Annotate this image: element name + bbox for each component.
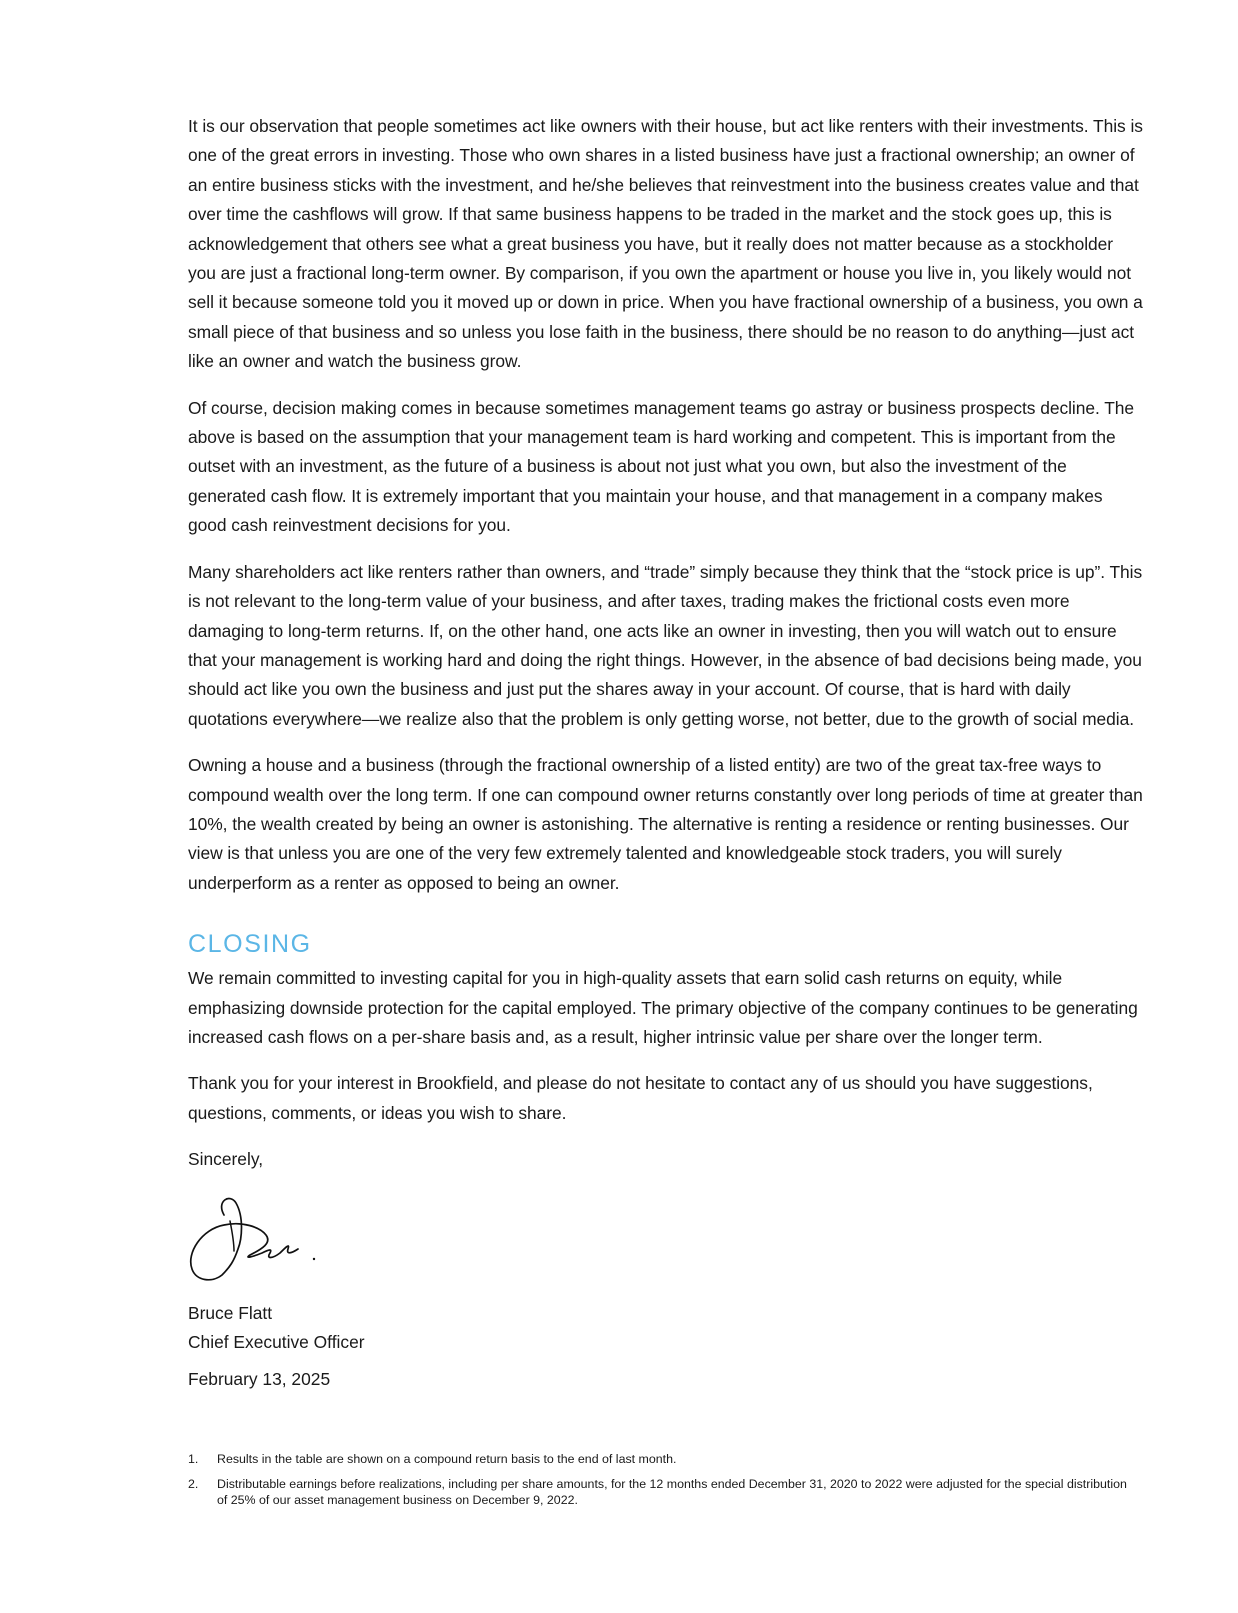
footnotes (188, 1451, 1138, 1517)
handwritten-signature (186, 1181, 336, 1285)
footnote-text: Results in the table are shown on a compound return basis to the end of last month. (217, 1452, 677, 1466)
signoff: Sincerely, (188, 1149, 264, 1170)
footnote-number: 1. (188, 1452, 199, 1466)
body-paragraph: Many shareholders act like renters rather than owners, and “trade” simply because they think that the “stock price is up”. This is not relevant to the long-term value of your business, and after taxes, trading makes the frictional costs even more damaging to long-term returns. If, on the other hand, one acts like an owner in investing, then you will watch out to ensure that your management is working hard and doing the right things. However, in the absence of bad decisions being made, you should act like you own the business and just put the shares away in your account. Of course, that is hard with daily quotations everywhere—we realize also that the problem is only getting worse, not better, due to the growth of social media. (188, 561, 1143, 729)
signer-title: Chief Executive Officer (188, 1332, 365, 1352)
footnote-text: Distributable earnings before realizations, including per share amounts, for the 12 months ended December 31, 2020 to 2022 were adjusted for the special distribution of 25% of our asset management business on December 9, 2022. (217, 1476, 1127, 1507)
body-paragraph: It is our observation that people sometimes act like owners with their house, but act like renters with their investments. This is one of the great errors in investing. Those who own shares in a listed business have just a fractional ownership; an owner of an entire business sticks with the investment, and he/she believes that reinvestment into the business creates value and that over time the cashflows will grow. If that same business happens to be traded in the market and the stock goes up, this is acknowledgement that others see what a great business you have, but it really does not matter because as a stockholder you are just a fractional long-term owner. By comparison, if you own the apartment or house you live in, you likely would not sell it because someone told you it moved up or down in price. When you have fractional ownership of a business, you own a small piece of that business and so unless you lose faith in the business, there should be no reason to do anything—just act like an owner and watch the business grow. (188, 116, 1143, 372)
letter-body (188, 112, 1143, 1395)
letter-date: February 13, 2025 (188, 1369, 331, 1390)
footnote-number: 2. (188, 1476, 199, 1491)
closing-paragraph: Thank you for your interest in Brookfield, and please do not hesitate to contact any of us should you have suggestions, questions, comments, or ideas you wish to share. (188, 1073, 1093, 1123)
body-paragraph: Owning a house and a business (through the fractional ownership of a listed entity) are two of the great tax-free ways to compound wealth over the long term. If one can compound owner returns constantly over long periods of time at greater than 10%, the wealth created by being an owner is astonishing. The alternative is renting a residence or renting businesses. Our view is that unless you are one of the very few extremely talented and knowledgeable stock traders, you will surely underperform as a renter as opposed to being an owner. (188, 755, 1143, 893)
signer-name: Bruce Flatt (188, 1302, 273, 1323)
footnote-item (188, 1476, 1138, 1509)
body-paragraph: Of course, decision making comes in because sometimes management teams go astray or business prospects decline. The above is based on the assumption that your management team is hard working and competent. This is important from the outset with an investment, as the future of a business is about not just what you own, but also the investment of the generated cash flow. It is extremely important that you maintain your house, and that management in a company makes good cash reinvestment decisions for you. (188, 397, 1135, 536)
closing-paragraph: We remain committed to investing capital for you in high-quality assets that earn solid cash returns on equity, while emphasizing downside protection for the capital employed. The primary objective of the company continues to be generating increased cash flows on a per-share basis and, as a result, higher intrinsic value per share over the longer term. (188, 968, 1138, 1047)
closing-heading: CLOSING (188, 930, 312, 959)
footnote-item (188, 1451, 1138, 1468)
